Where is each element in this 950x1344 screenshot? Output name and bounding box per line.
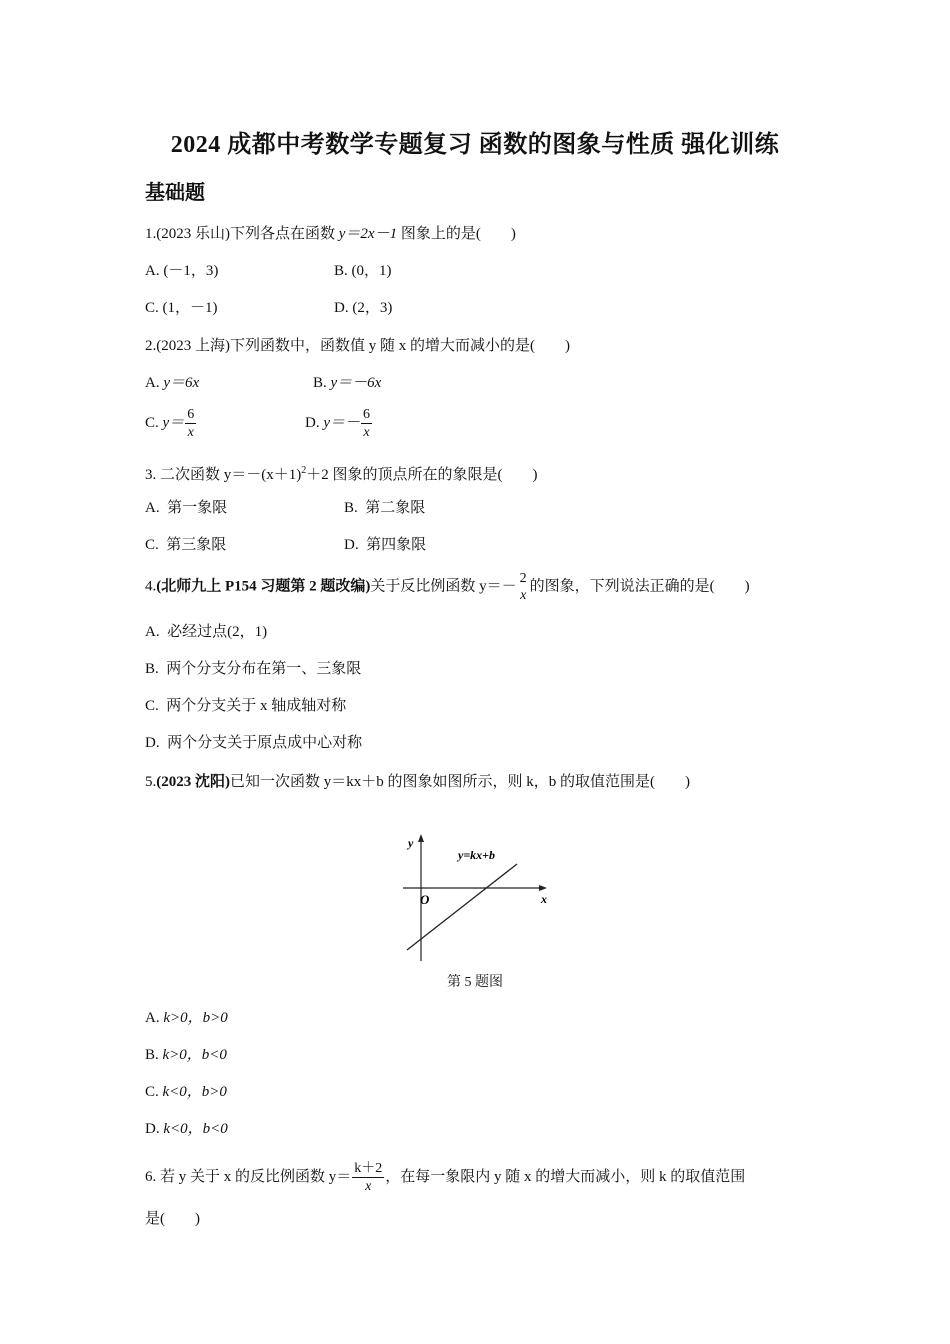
q4-option-d[interactable] — [145, 733, 362, 753]
question-stem-end: ＋2 图象的顶点所在的象限是( ) — [306, 467, 538, 483]
question-source: (2023 上海) — [156, 338, 230, 354]
question-number: 1. — [145, 226, 157, 242]
option-formula-prefix: y＝－ — [323, 414, 361, 431]
fraction — [361, 406, 372, 441]
fraction — [352, 1160, 384, 1195]
option-label: A. — [145, 624, 160, 640]
numerator: 6 — [363, 407, 371, 422]
question-5 — [145, 772, 690, 792]
origin-label: O — [420, 892, 430, 907]
denominator: x — [187, 425, 194, 440]
question-6-line-2: 是( ) — [145, 1211, 200, 1227]
linear-function-graph — [395, 825, 555, 965]
option-text: 第二象限 — [365, 500, 426, 516]
q5-option-c[interactable] — [145, 1082, 227, 1102]
q3-option-c[interactable] — [145, 535, 226, 555]
option-text: (0，1) — [351, 263, 392, 279]
x-axis-label: x — [541, 892, 547, 906]
y-axis-label: y — [408, 836, 414, 850]
option-text: k>0，b<0 — [162, 1047, 227, 1063]
formula: y＝2x－1 — [338, 226, 398, 242]
denominator: x — [363, 425, 370, 440]
question-number: 4. — [145, 578, 157, 595]
question-stem-end: 的图象，下列说法正确的是( ) — [529, 578, 750, 595]
fraction — [518, 570, 529, 604]
denominator: x — [365, 1179, 372, 1194]
q2-option-c[interactable] — [145, 406, 197, 441]
question-stem: 若 y 关于 x 的反比例函数 y＝ — [160, 1168, 352, 1185]
question-1 — [145, 224, 516, 244]
question-stem-end: ，在每一象限内 y 随 x 的增大而减小，则 k 的取值范围 — [385, 1168, 746, 1185]
q1-option-a[interactable] — [145, 261, 218, 281]
q4-option-c[interactable] — [145, 696, 346, 716]
option-label: D. — [145, 735, 160, 751]
option-text: 两个分支关于原点成中心对称 — [167, 735, 363, 751]
question-3 — [145, 461, 538, 485]
section-heading: 基础题 — [145, 180, 205, 204]
q2-option-a[interactable] — [145, 373, 199, 393]
question-source: (北师九上 P154 习题第 2 题改编) — [156, 578, 371, 595]
q1-option-b[interactable] — [334, 261, 392, 281]
option-label: B. — [145, 661, 159, 677]
numerator: k＋2 — [354, 1161, 383, 1176]
question-number: 2. — [145, 338, 157, 354]
q3-option-d[interactable] — [344, 535, 426, 555]
question-source: (2023 沈阳) — [156, 774, 230, 790]
option-label: B. — [313, 375, 327, 391]
line-label: y=kx+b — [458, 848, 496, 862]
question-stem: 关于反比例函数 y＝－ — [370, 578, 517, 595]
question-4 — [145, 570, 750, 604]
q5-option-b[interactable] — [145, 1045, 227, 1065]
option-text: 必经过点(2，1) — [167, 624, 268, 640]
option-label: D. — [344, 537, 359, 553]
option-text: (1，－1) — [162, 300, 218, 316]
q1-option-d[interactable] — [334, 298, 392, 318]
option-label: B. — [344, 500, 358, 516]
option-text: 两个分支关于 x 轴成轴对称 — [166, 698, 347, 714]
option-text: 第四象限 — [366, 537, 427, 553]
numerator: 6 — [187, 407, 195, 422]
exponent: 2 — [301, 465, 307, 476]
question-number: 3. — [145, 467, 157, 483]
option-text: 第三象限 — [166, 537, 227, 553]
question-6 — [145, 1160, 745, 1195]
denominator: x — [520, 588, 527, 603]
q4-option-a[interactable] — [145, 622, 267, 642]
option-text: y＝－6x — [330, 375, 382, 391]
q3-option-a[interactable] — [145, 498, 227, 518]
option-text: k<0，b<0 — [163, 1121, 228, 1137]
option-label: A. — [145, 500, 160, 516]
question-stem: 已知一次函数 y＝kx＋b 的图象如图所示，则 k，b 的取值范围是( ) — [230, 774, 690, 790]
option-label: C. — [145, 698, 159, 714]
option-text: 两个分支分布在第一、三象限 — [166, 661, 362, 677]
page-title: 2024 成都中考数学专题复习 函数的图象与性质 强化训练 — [170, 132, 780, 158]
option-label: B. — [334, 263, 348, 279]
option-text: (－1，3) — [163, 263, 219, 279]
option-label: A. — [145, 263, 160, 279]
figure-caption: 第 5 题图 — [447, 975, 503, 990]
q2-option-b[interactable] — [313, 373, 381, 393]
option-label: A. — [145, 1010, 160, 1026]
question-stem-end: 图象上的是( ) — [397, 226, 516, 242]
option-text: (2，3) — [352, 300, 393, 316]
q3-option-b[interactable] — [344, 498, 425, 518]
option-label: D. — [334, 300, 349, 316]
option-text: k<0，b>0 — [162, 1084, 227, 1100]
q4-option-b[interactable] — [145, 659, 361, 679]
option-text: k>0，b>0 — [163, 1010, 228, 1026]
question-2 — [145, 336, 570, 356]
question-stem: 下列函数中，函数值 y 随 x 的增大而减小的是( ) — [230, 338, 570, 354]
numerator: 2 — [519, 571, 527, 586]
option-formula-prefix: y＝ — [162, 414, 185, 431]
option-label: D. — [145, 1121, 160, 1137]
option-label: D. — [305, 414, 320, 431]
option-label: B. — [145, 1047, 159, 1063]
option-label: A. — [145, 375, 160, 391]
option-label: C. — [145, 300, 159, 316]
q2-option-d[interactable] — [305, 406, 373, 441]
option-text: 第一象限 — [167, 500, 228, 516]
question-number: 6. — [145, 1168, 157, 1185]
option-label: C. — [145, 537, 159, 553]
q1-option-c[interactable] — [145, 298, 218, 318]
fraction — [185, 406, 196, 441]
question-number: 5. — [145, 774, 157, 790]
option-label: C. — [145, 1084, 159, 1100]
q5-option-a[interactable] — [145, 1008, 228, 1028]
option-text: y＝6x — [163, 375, 200, 391]
question-stem: 二次函数 y＝－(x＋1) — [160, 467, 302, 483]
q5-option-d[interactable] — [145, 1119, 228, 1139]
option-label: C. — [145, 414, 159, 431]
question-source: (2023 乐山) — [156, 226, 230, 242]
question-stem: 下列各点在函数 — [230, 226, 339, 242]
